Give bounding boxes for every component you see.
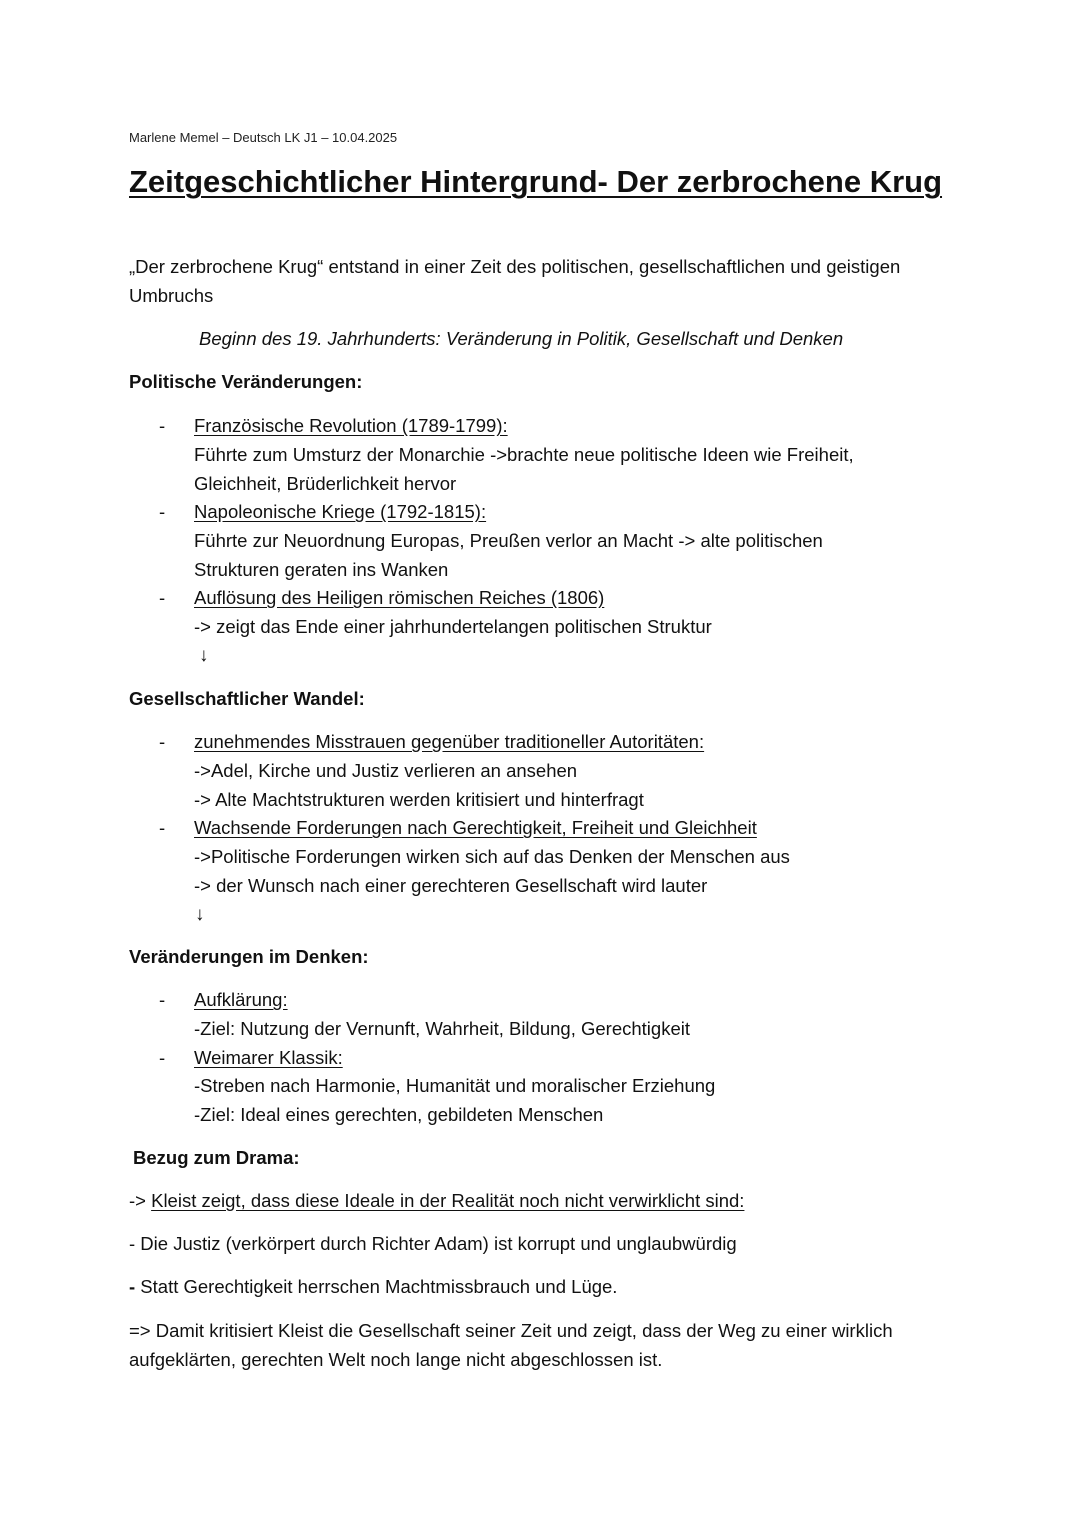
author-course-date: Marlene Memel – Deutsch LK J1 – 10.04.2025 [129,130,398,145]
politics-item-title: Französische Revolution (1789-1799): [194,415,508,436]
drama-point-dash: - [129,1276,136,1297]
drama-lead-text: Kleist zeigt, dass diese Ideale in der Realität noch nicht verwirklicht sind: [151,1190,745,1211]
list-dash: - [159,731,166,752]
politics-item-title: Auflösung des Heiligen römischen Reiches (1806) [194,587,605,608]
drama-lead [129,1186,744,1215]
list-dash: - [159,989,166,1010]
drama-conclusion: => Damit kritisiert Kleist die Gesellschaft seiner Zeit und zeigt, dass der Weg zu einer wirklich aufgeklärten, gerechten Welt noch lange nicht abgeschlossen ist. [129,1320,893,1370]
society-heading: Gesellschaftlicher Wandel: [129,688,365,709]
politics-heading: Politische Veränderungen: [129,371,363,392]
thinking-item-line: -Ziel: Nutzung der Vernunft, Wahrheit, Bildung, Gerechtigkeit [194,1018,690,1039]
politics-item-line: Gleichheit, Brüderlichkeit hervor [194,473,457,494]
page-title: Zeitgeschichtlicher Hintergrund- Der zerbrochene Krug [129,164,943,199]
society-item-line: -> Alte Machtstrukturen werden kritisiert und hinterfragt [194,789,644,810]
thinking-item-line: -Streben nach Harmonie, Humanität und moralischer Erziehung [194,1075,716,1096]
society-item-line: ->Adel, Kirche und Justiz verlieren an ansehen [194,760,578,781]
politics-item-line: Führte zur Neuordnung Europas, Preußen verlor an Macht -> alte politischen [194,530,823,551]
list-dash: - [159,587,166,608]
list-dash: - [159,817,166,838]
politics-item-line: Strukturen geraten ins Wanken [194,559,449,580]
society-item-title: zunehmendes Misstrauen gegenüber traditioneller Autoritäten: [194,731,705,752]
drama-point: - Die Justiz (verkörpert durch Richter Adam) ist korrupt und unglaubwürdig [129,1233,737,1254]
society-item-line: ->Politische Forderungen wirken sich auf das Denken der Menschen aus [194,846,790,867]
society-item-line: -> der Wunsch nach einer gerechteren Gesellschaft wird lauter [194,875,708,896]
list-dash: - [159,1047,166,1068]
down-arrow-icon: ↓ [199,645,209,666]
thinking-heading: Veränderungen im Denken: [129,946,369,967]
thinking-item-title: Aufklärung: [194,989,288,1010]
politics-item-line: -> zeigt das Ende einer jahrhundertelangen politischen Struktur [194,616,712,637]
list-dash: - [159,415,166,436]
politics-item-line: Führte zum Umsturz der Monarchie ->brachte neue politische Ideen wie Freiheit, [194,444,854,465]
drama-point-text: Statt Gerechtigkeit herrschen Machtmissbrauch und Lüge. [135,1276,618,1297]
down-arrow-icon: ↓ [195,904,205,925]
thinking-item-line: -Ziel: Ideal eines gerechten, gebildeten Menschen [194,1104,604,1125]
thinking-item-title: Weimarer Klassik: [194,1047,343,1068]
politics-item-title: Napoleonische Kriege (1792-1815): [194,501,487,522]
intro-subtitle: Beginn des 19. Jahrhunderts: Veränderung in Politik, Gesellschaft und Denken [199,328,844,349]
drama-heading: Bezug zum Drama: [133,1147,300,1168]
drama-lead-arrow: -> [129,1190,152,1211]
list-dash: - [159,501,166,522]
drama-point [129,1272,617,1301]
society-item-title: Wachsende Forderungen nach Gerechtigkeit, Freiheit und Gleichheit [194,817,757,838]
intro-text: „Der zerbrochene Krug“ entstand in einer Zeit des politischen, gesellschaftlichen und geistigen Umbruchs [129,256,901,306]
